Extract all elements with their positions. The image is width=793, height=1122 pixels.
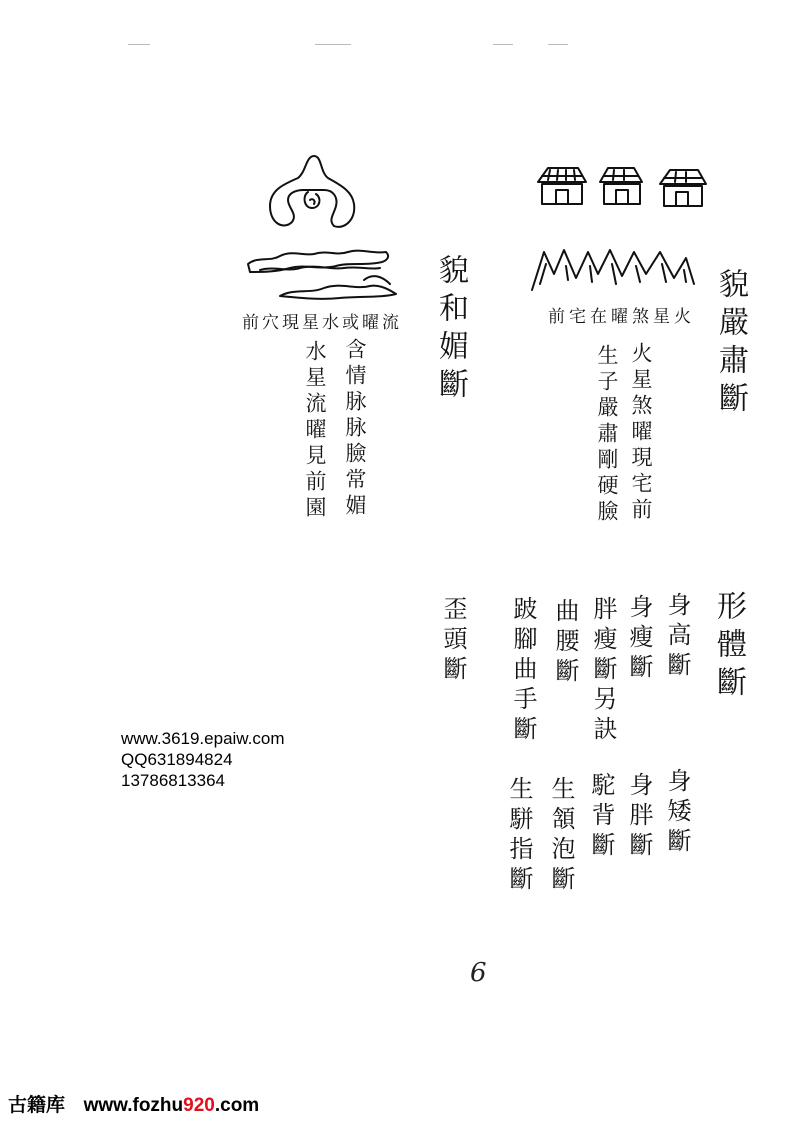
scan-line [128,44,150,45]
section-title-harmony: 貌和媚斷 [433,254,468,406]
section-title-solemn: 貌嚴肅斷 [713,268,748,420]
topic-item: 身矮斷 [663,768,691,858]
topic-item: 身瘦斷 [625,594,653,684]
verse-line: 生子嚴肅剛硬臉 [595,344,619,526]
footer-domain-brand: fozhu [132,1095,184,1116]
fire-mountains-illustration [528,244,698,294]
acupoint-mound-illustration [262,150,362,234]
topic-item: 曲腰斷 [551,598,579,688]
caption-solemn: 前宅在曜煞星火 [548,307,695,327]
topic-item: 身胖斷 [625,772,653,862]
scan-line [493,44,513,45]
watermark-qq: QQ631894824 [121,750,233,769]
page-number: 6 [470,958,487,988]
topic-item: 歪頭斷 [439,596,467,686]
scan-line [315,44,351,45]
scan-line [548,44,568,45]
watermark-phone: 13786813364 [121,771,226,790]
verse-line: 火星煞曜現宅前 [629,342,653,524]
section-title-body: 形體斷 [711,590,746,704]
topic-item: 生駢指斷 [505,776,533,896]
verse-line: 含情脉脉臉常媚 [343,338,367,520]
topic-item: 胖瘦斷另訣 [589,596,617,746]
footer-site-name: 古籍库 [8,1095,66,1116]
footer-domain-prefix: www. [83,1095,133,1116]
footer-domain-suffix: .com [214,1095,260,1116]
topic-item: 跛腳曲手斷 [509,596,537,746]
caption-harmony: 前穴現星水或曜流 [242,313,402,333]
water-star-clouds-illustration [240,238,402,302]
footer-domain-number: 920 [183,1095,215,1116]
watermark-block [121,728,284,791]
topic-item: 生頷泡斷 [547,776,575,896]
topic-item: 駝背斷 [587,772,615,862]
houses-illustration [530,160,710,212]
footer-brand[interactable] [8,1090,259,1117]
watermark-url: www.3619.epaiw.com [121,729,285,748]
topic-item: 身高斷 [663,592,691,682]
verse-line: 水星流曜見前園 [303,340,327,522]
